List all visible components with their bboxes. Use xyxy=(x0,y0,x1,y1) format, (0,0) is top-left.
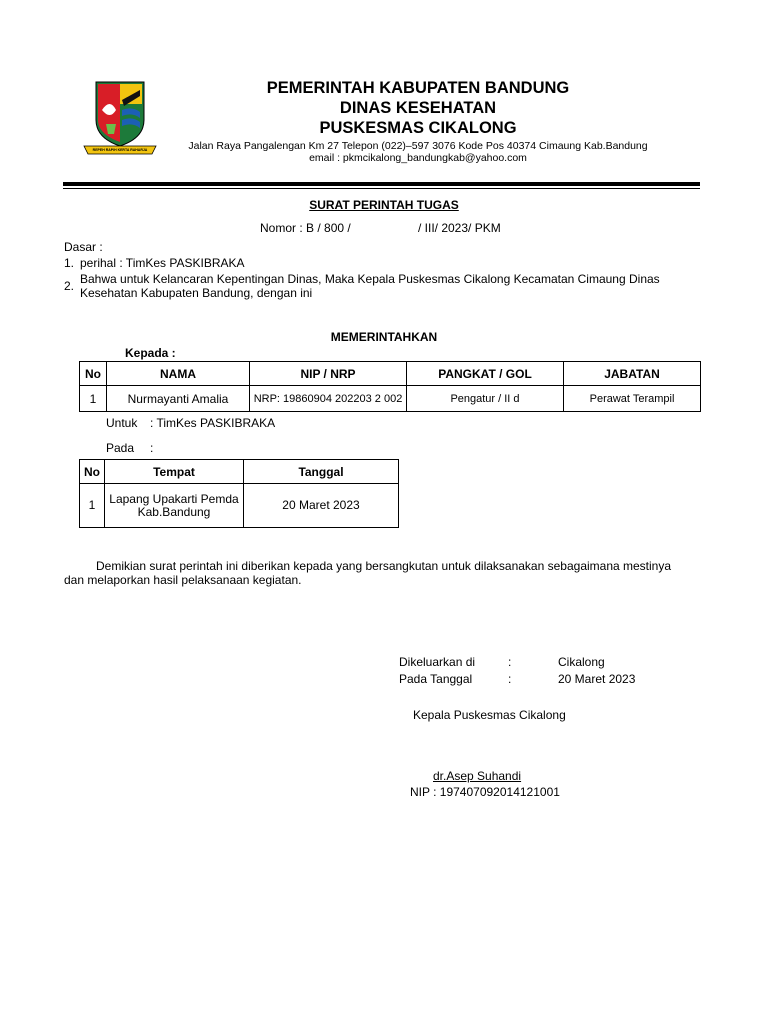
header-department: DINAS KESEHATAN xyxy=(339,99,497,117)
letterhead-divider-thin xyxy=(63,188,700,189)
closing-line-2: dan melaporkan hasil pelaksanaan kegiatan. xyxy=(64,573,302,587)
cell-nip: NRP: 19860904 202203 2 002 xyxy=(250,386,407,412)
dasar-item-1: perihal : TimKes PASKIBRAKA xyxy=(80,256,245,270)
col-tanggal: Tanggal xyxy=(244,460,399,484)
header-email: email : pkmcikalong_bandungkab@yahoo.com xyxy=(309,152,527,164)
issued-place-colon: : xyxy=(508,655,512,669)
cell-pangkat: Pengatur / II d xyxy=(407,386,564,412)
table-row xyxy=(80,386,701,412)
dasar-item-1-number: 1. xyxy=(64,256,75,270)
signatory-name: dr.Asep Suhandi xyxy=(433,769,522,783)
cell-jabatan: Perawat Terampil xyxy=(564,386,701,412)
cell-tempat-line-1: Lapang Upakarti Pemda xyxy=(109,491,239,506)
header-government: PEMERINTAH KABUPATEN BANDUNG xyxy=(266,79,570,97)
cell-nama: Nurmayanti Amalia xyxy=(107,386,250,412)
dasar-item-2-line-2: Kesehatan Kabupaten Bandung, dengan ini xyxy=(80,286,313,300)
pada-label: Pada xyxy=(106,441,135,455)
closing-line-1: Demikian surat perintah ini diberikan kepada yang bersangkutan untuk dilaksanakan sebagaimana mestinya xyxy=(96,559,672,573)
col-jabatan: JABATAN xyxy=(564,362,701,386)
col-tempat: Tempat xyxy=(105,460,244,484)
col-nama: NAMA xyxy=(107,362,250,386)
col-pangkat: PANGKAT / GOL xyxy=(407,362,564,386)
issued-date-colon: : xyxy=(508,672,512,686)
document-number: Nomor : B / 800 / xyxy=(260,221,351,235)
col-no: No xyxy=(80,362,107,386)
untuk-value: : TimKes PASKIBRAKA xyxy=(150,416,276,430)
personnel-table-header xyxy=(80,362,701,386)
cell-no: 1 xyxy=(80,484,105,528)
issued-date-label: Pada Tanggal xyxy=(399,672,473,686)
cell-no: 1 xyxy=(80,386,107,412)
header-address: Jalan Raya Pangalengan Km 27 Telepon (022)–597 3076 Kode Pos 40374 Cimaung Kab.Bandung xyxy=(188,140,648,152)
letterhead-divider-thick xyxy=(63,182,700,186)
document-number-suffix: / III/ 2023/ PKM xyxy=(418,221,501,235)
emblem-motto: REPEH RAPIH KERTA RAHARJA xyxy=(92,148,148,152)
col-nip: NIP / NRP xyxy=(250,362,407,386)
pada-value: : xyxy=(150,441,154,455)
personnel-table xyxy=(79,361,701,412)
document-title: SURAT PERINTAH TUGAS xyxy=(309,198,459,212)
dasar-item-2-number: 2. xyxy=(64,279,75,293)
untuk-label: Untuk xyxy=(106,416,138,430)
kepada-label: Kepada : xyxy=(125,346,176,360)
kabupaten-bandung-emblem xyxy=(82,80,158,158)
place-table-header xyxy=(80,460,399,484)
signatory-position: Kepala Puskesmas Cikalong xyxy=(413,708,566,722)
col-no: No xyxy=(80,460,105,484)
header-puskesmas: PUSKESMAS CIKALONG xyxy=(319,119,517,137)
place-table xyxy=(79,459,399,528)
signatory-nip: NIP : 197407092014121001 xyxy=(410,785,560,799)
table-row xyxy=(80,484,399,528)
issued-place-label: Dikeluarkan di xyxy=(399,655,476,669)
cell-tempat xyxy=(105,484,244,528)
issued-place: Cikalong xyxy=(558,655,605,669)
cell-tanggal: 20 Maret 2023 xyxy=(244,484,399,528)
cell-tempat-line-2: Kab.Bandung xyxy=(137,504,211,519)
dasar-label: Dasar : xyxy=(64,240,103,254)
memerintahkan-heading: MEMERINTAHKAN xyxy=(330,330,438,344)
issued-date: 20 Maret 2023 xyxy=(558,672,636,686)
dasar-item-2-line-1: Bahwa untuk Kelancaran Kepentingan Dinas, Maka Kepala Puskesmas Cikalong Kecamatan Cimaung Dinas xyxy=(80,272,660,286)
